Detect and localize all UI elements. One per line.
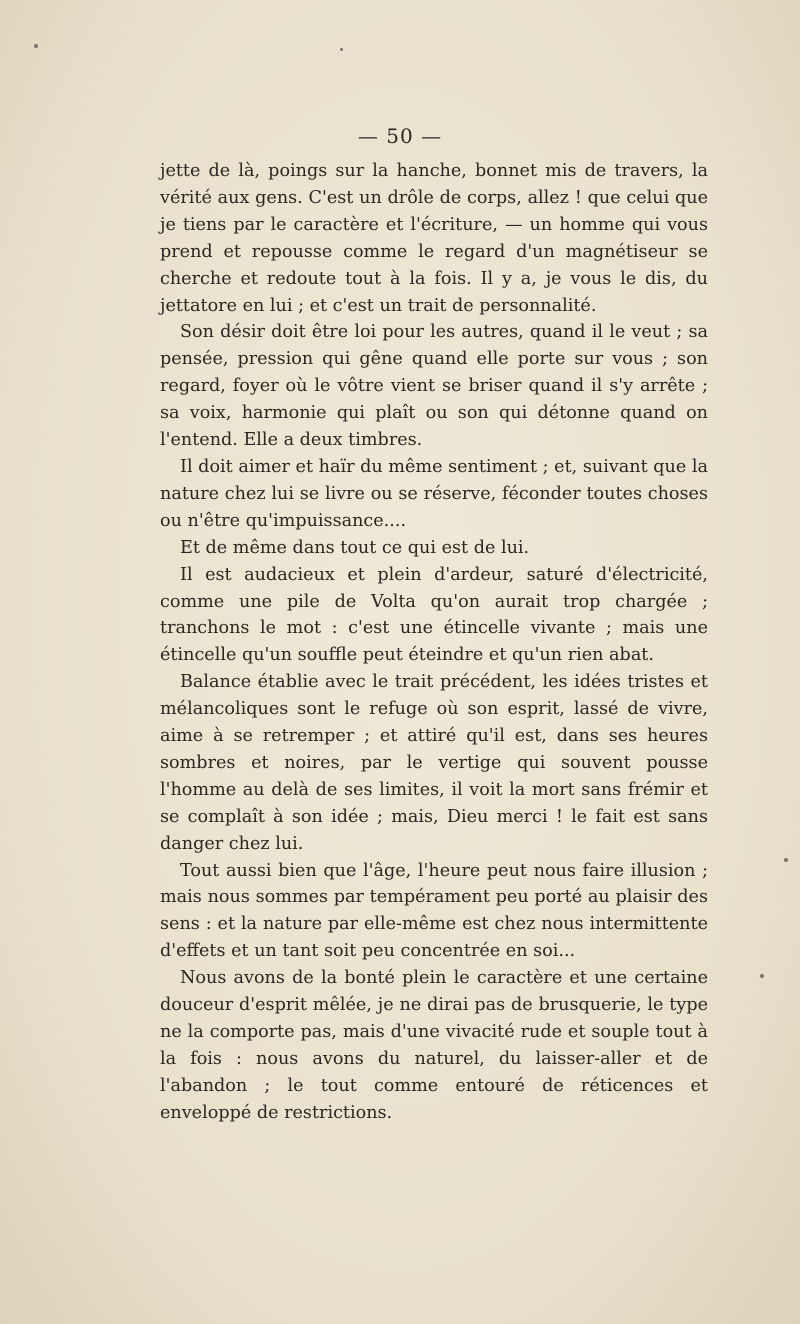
- paragraph: Tout aussi bien que l'âge, l'heure peut nous faire illusion ; mais nous sommes par tempérament peu porté au plaisir des sens : et la nature par elle-même est chez nous intermittente d'effets et un tant soit peu concentrée en soi...: [160, 860, 708, 962]
- paragraph: Et de même dans tout ce qui est de lui.: [180, 537, 530, 558]
- paper-speck: [340, 48, 343, 51]
- paragraph: Il est audacieux et plein d'ardeur, saturé d'électricité, comme une pile de Volta qu'on aurait trop chargée ; tranchons le mot : c'est une étincelle vivante ; mais une étincelle qu'un souffle peut éteindre et qu'un rien abat.: [160, 564, 708, 666]
- paragraph: Il doit aimer et haïr du même sentiment ; et, suivant que la nature chez lui se livre ou se réserve, féconder toutes choses ou n'être qu'impuissance....: [160, 456, 708, 531]
- paragraph: jette de là, poings sur la hanche, bonnet mis de travers, la vérité aux gens. C'est un drôle de corps, allez ! que celui que je tiens par le caractère et l'écriture, — un homme qui vous prend et repousse comme le regard d'un magnétiseur se cherche et redoute tout à la fois. Il y a, je vous le dis, du jettatore en lui ; et c'est un trait de personnalité.: [160, 161, 708, 316]
- page-number: — 50 —: [357, 124, 443, 148]
- paragraph: Son désir doit être loi pour les autres, quand il le veut ; sa pensée, pression qui gêne quand elle porte sur vous ; son regard, foyer où le vôtre vient se briser quand il s'y arrête ; sa voix, harmonie qui plaît ou son qui détonne quand on l'entend. Elle a deux timbres.: [160, 322, 708, 451]
- paper-speck: [34, 44, 38, 48]
- paragraph: Balance établie avec le trait précédent, les idées tristes et mélancoliques sont le refuge où son esprit, lassé de vivre, aime à se retremper ; et attiré qu'il est, dans ses heures sombres et noires, par le vertige qui souvent pousse l'homme au delà de ses limites, il voit la mort sans frémir et se complaît à son idée ; mais, Dieu merci ! le fait est sans danger chez lui.: [160, 672, 708, 854]
- body-text: [160, 158, 708, 1127]
- paper-speck: [760, 974, 764, 978]
- paper-speck: [784, 858, 788, 862]
- paragraph: Nous avons de la bonté plein le caractère et une certaine douceur d'esprit mêlée, je ne dirai pas de brusquerie, le type ne la comporte pas, mais d'une vivacité rude et souple tout à la fois : nous avons du naturel, du laisser-aller et de l'abandon ; le tout comme entouré de réticences et enveloppé de restrictions.: [160, 968, 708, 1123]
